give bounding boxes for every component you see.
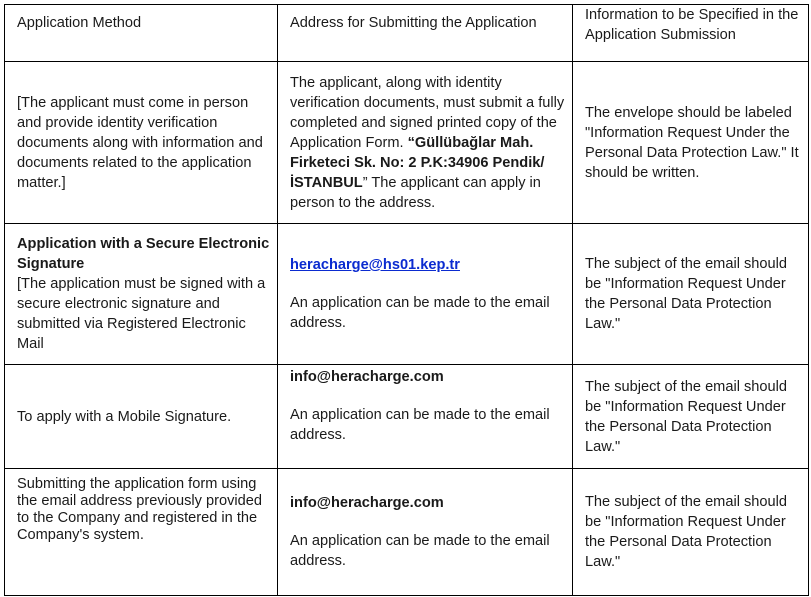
kep-email-link[interactable]: heracharge@hs01.kep.tr	[290, 257, 460, 273]
cell-method: [The applicant must come in person and provide identity verification documents along with information and documents related to the application matter.]	[5, 62, 278, 224]
header-method: Application Method	[5, 5, 278, 62]
email-address: info@heracharge.com	[290, 495, 444, 511]
email-address: info@heracharge.com	[290, 369, 444, 385]
table-row-e-signature	[5, 224, 809, 365]
cell-info: The subject of the email should be "Information Request Under the Personal Data Protection Law."	[573, 469, 809, 596]
header-info: Information to be Specified in the Application Submission	[573, 5, 809, 62]
header-address: Address for Submitting the Application	[278, 5, 573, 62]
header-row	[5, 5, 809, 62]
cell-address: The applicant, along with identity verification documents, must submit a fully completed and signed printed copy of the Application Form. “Güllübağlar Mah. Firketeci Sk. No: 2 P.K:34906 Pendik/İSTANBUL” The applicant can apply in person to the address.	[278, 62, 573, 224]
cell-address: info@heracharge.com An application can be made to the email address.	[278, 365, 573, 469]
cell-address: heracharge@hs01.kep.tr An application can be made to the email address.	[278, 224, 573, 365]
cell-address: info@heracharge.com An application can be made to the email address.	[278, 469, 573, 596]
postal-address: “Güllübağlar Mah. Firketeci Sk. No: 2 P.K:34906 Pendik/İSTANBUL	[290, 134, 545, 191]
table-row-in-person	[5, 62, 809, 224]
table-row-mobile-signature	[5, 365, 809, 469]
table-row-registered-email	[5, 469, 809, 596]
cell-method: Submitting the application form using the email address previously provided to the Company and registered in the Company's system.	[5, 469, 278, 596]
cell-info: The envelope should be labeled "Information Request Under the Personal Data Protection Law." It should be written.	[573, 62, 809, 224]
cell-method: To apply with a Mobile Signature.	[5, 365, 278, 469]
cell-info: The subject of the email should be "Information Request Under the Personal Data Protection Law."	[573, 224, 809, 365]
application-methods-table	[4, 4, 809, 596]
method-title: Application with a Secure Electronic Signature	[17, 236, 270, 272]
cell-method: Application with a Secure Electronic Signature [The application must be signed with a secure electronic signature and submitted via Registered Electronic Mail	[5, 224, 278, 365]
cell-info: The subject of the email should be "Information Request Under the Personal Data Protection Law."	[573, 365, 809, 469]
